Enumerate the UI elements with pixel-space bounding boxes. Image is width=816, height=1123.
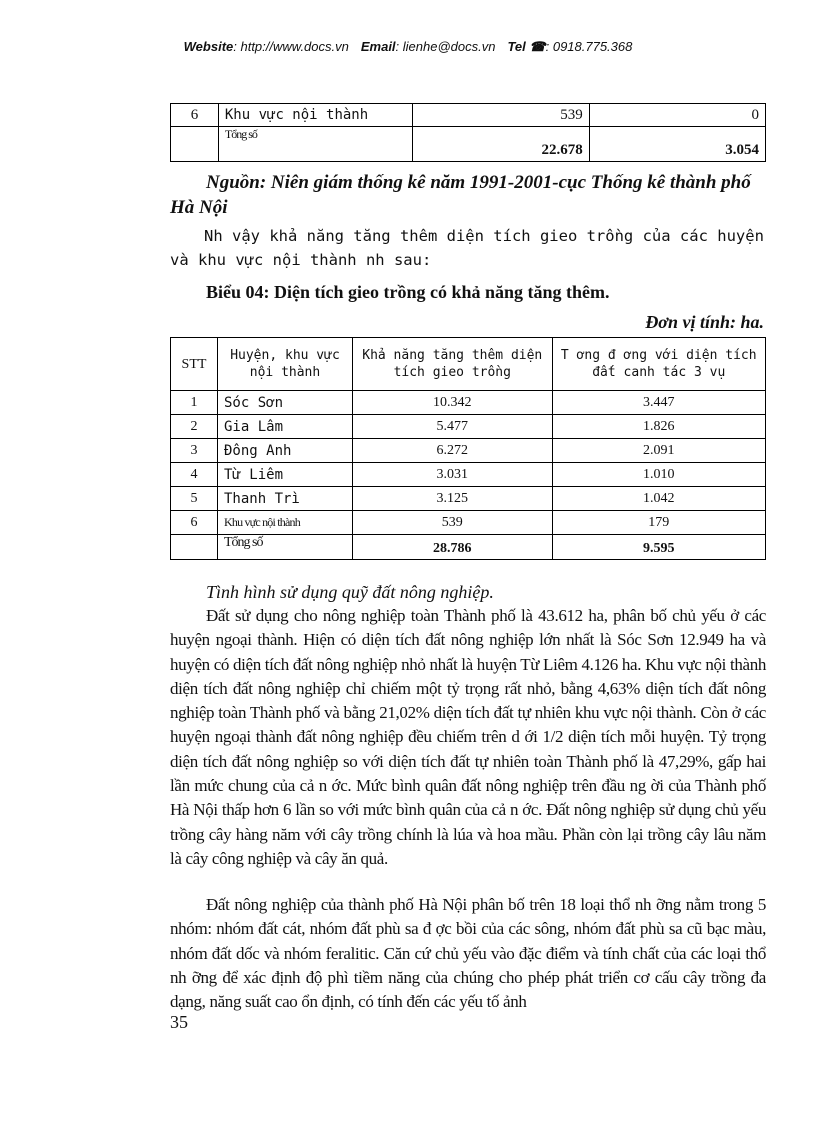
total-equivalent: 9.595 <box>552 535 765 560</box>
website-value[interactable]: : http://www.docs.vn <box>233 39 349 54</box>
cell-stt: 4 <box>171 463 218 487</box>
cell-stt: 2 <box>171 415 218 439</box>
cell-potential: 3.125 <box>353 487 553 511</box>
cell-potential: 6.272 <box>353 439 553 463</box>
phone-icon: ☎ <box>529 39 546 54</box>
table-continued <box>170 103 766 162</box>
cell-equivalent: 1.826 <box>552 415 765 439</box>
page-number: 35 <box>170 1012 188 1032</box>
total-value-1: 22.678 <box>413 127 589 162</box>
body-paragraph: Đất nông nghiệp của thành phố Hà Nội phân bố trên 18 loại thổ nh ỡng nằm trong 5 nhóm: nhóm đất cát, nhóm đất phù sa đ ợc bồi của các sông, nhóm đất phù sa cũ bạc màu, nhóm đất dốc và nhóm feralitic. Căn cứ chủ yếu vào đặc điểm và tính chất của các loại thổ nh ỡng để xác định độ phì tiềm năng của chúng cho phép phát triển cơ cấu cây trồng đa dạng, năng suất cao ổn định, có tính đến các yếu tố ảnh <box>170 895 766 1012</box>
header-equivalent: T ơng đ ơng với diện tích đất canh tác 3 vụ <box>552 338 765 391</box>
cell-name: Từ Liêm <box>218 463 353 487</box>
total-value-2: 3.054 <box>589 127 765 162</box>
cell-potential: 10.342 <box>353 391 553 415</box>
table-total-row <box>171 535 766 560</box>
table-row <box>171 104 766 127</box>
table-row <box>171 391 766 415</box>
intro-paragraph: Nh vậy khả năng tăng thêm diện tích gieo trồng của các huyện và khu vực nội thành nh sau: <box>170 227 764 269</box>
cell-empty <box>171 127 219 162</box>
page-header <box>0 39 816 55</box>
table-header-row <box>171 338 766 391</box>
cell-stt: 5 <box>171 487 218 511</box>
body-paragraph: Đất sử dụng cho nông nghiệp toàn Thành phố là 43.612 ha, phân bố chủ yếu ở các huyện ngoại thành. Hiện có diện tích đất nông nghiệp lớn nhất là Sóc Sơn 12.949 ha và huyện có diện tích đất nông nghiệp nhỏ nhất là huyện Từ Liêm 4.126 ha. Khu vực nội thành diện tích đất nông nghiệp chỉ chiếm một tỷ trọng rất nhỏ, bằng 4,63% diện tích đất nông nghiệp toàn Thành phố và bằng 21,02% diện tích đất tự nhiên khu vực nội thành. Còn ở các huyện ngoại thành đất nông nghiệp đều chiếm trên d ới 1/2 diện tích mỗi huyện. Tỷ trọng diện tích đất nông nghiệp so với diện tích đất tự nhiên toàn Thành phố là 47,29%, gấp hai lần mức chung của cả n ớc. Mức bình quân đất nông nghiệp trên đầu ng ời của Thành phố Hà Nội thấp hơn 6 lần so với mức bình quân của cả n ớc. Đất nông nghiệp sử dụng chủ yếu trồng cây hàng năm với cây trồng chính là lúa và hoa mầu. Phần còn lại trồng cây lâu năm là cây công nghiệp và cây ăn quả. <box>170 606 766 868</box>
table-total-row <box>171 127 766 162</box>
cell-equivalent: 3.447 <box>552 391 765 415</box>
header-stt: STT <box>171 338 218 391</box>
cell-equivalent: 2.091 <box>552 439 765 463</box>
cell-name: Thanh Trì <box>218 487 353 511</box>
table-row <box>171 439 766 463</box>
cell-stt: 6 <box>171 511 218 535</box>
email-label: Email <box>360 39 396 54</box>
cell-name: Gia Lâm <box>218 415 353 439</box>
cell-equivalent: 179 <box>552 511 765 535</box>
cell-value-2: 0 <box>589 104 765 127</box>
source-note-text: Nguồn: Niên giám thống kê năm 1991-2001-cục Thống kê thành phố Hà Nội <box>170 172 751 218</box>
total-label: Tổng số <box>218 535 353 560</box>
table-row <box>171 487 766 511</box>
cell-name: Khu vực nội thành <box>218 511 353 535</box>
source-note <box>170 170 766 220</box>
cell-value-1: 539 <box>413 104 589 127</box>
table-row <box>171 511 766 535</box>
data-table <box>170 337 766 560</box>
email-value[interactable]: : lienhe@docs.vn <box>395 39 496 54</box>
cell-potential: 3.031 <box>353 463 553 487</box>
cell-stt: 6 <box>171 104 219 127</box>
cell-name: Đông Anh <box>218 439 353 463</box>
section-subheading: Tình hình sử dụng quỹ đất nông nghiệp. <box>206 582 494 602</box>
total-label: Tổng số <box>218 127 413 162</box>
table-row <box>171 463 766 487</box>
table-caption: Biểu 04: Diện tích gieo trồng có khả năng tăng thêm. <box>206 282 610 302</box>
cell-name: Khu vực nội thành <box>218 104 413 127</box>
tel-value: : 0918.775.368 <box>545 39 633 54</box>
cell-equivalent: 1.042 <box>552 487 765 511</box>
tel-label: Tel <box>507 39 526 54</box>
cell-potential: 5.477 <box>353 415 553 439</box>
cell-name: Sóc Sơn <box>218 391 353 415</box>
cell-empty <box>171 535 218 560</box>
table-row <box>171 415 766 439</box>
header-potential: Khả năng tăng thêm diện tích gieo trồng <box>353 338 553 391</box>
cell-stt: 3 <box>171 439 218 463</box>
cell-stt: 1 <box>171 391 218 415</box>
total-potential: 28.786 <box>353 535 553 560</box>
website-label: Website <box>183 39 234 54</box>
cell-equivalent: 1.010 <box>552 463 765 487</box>
header-name: Huyện, khu vực nội thành <box>218 338 353 391</box>
cell-potential: 539 <box>353 511 553 535</box>
unit-label: Đơn vị tính: ha. <box>645 312 764 332</box>
